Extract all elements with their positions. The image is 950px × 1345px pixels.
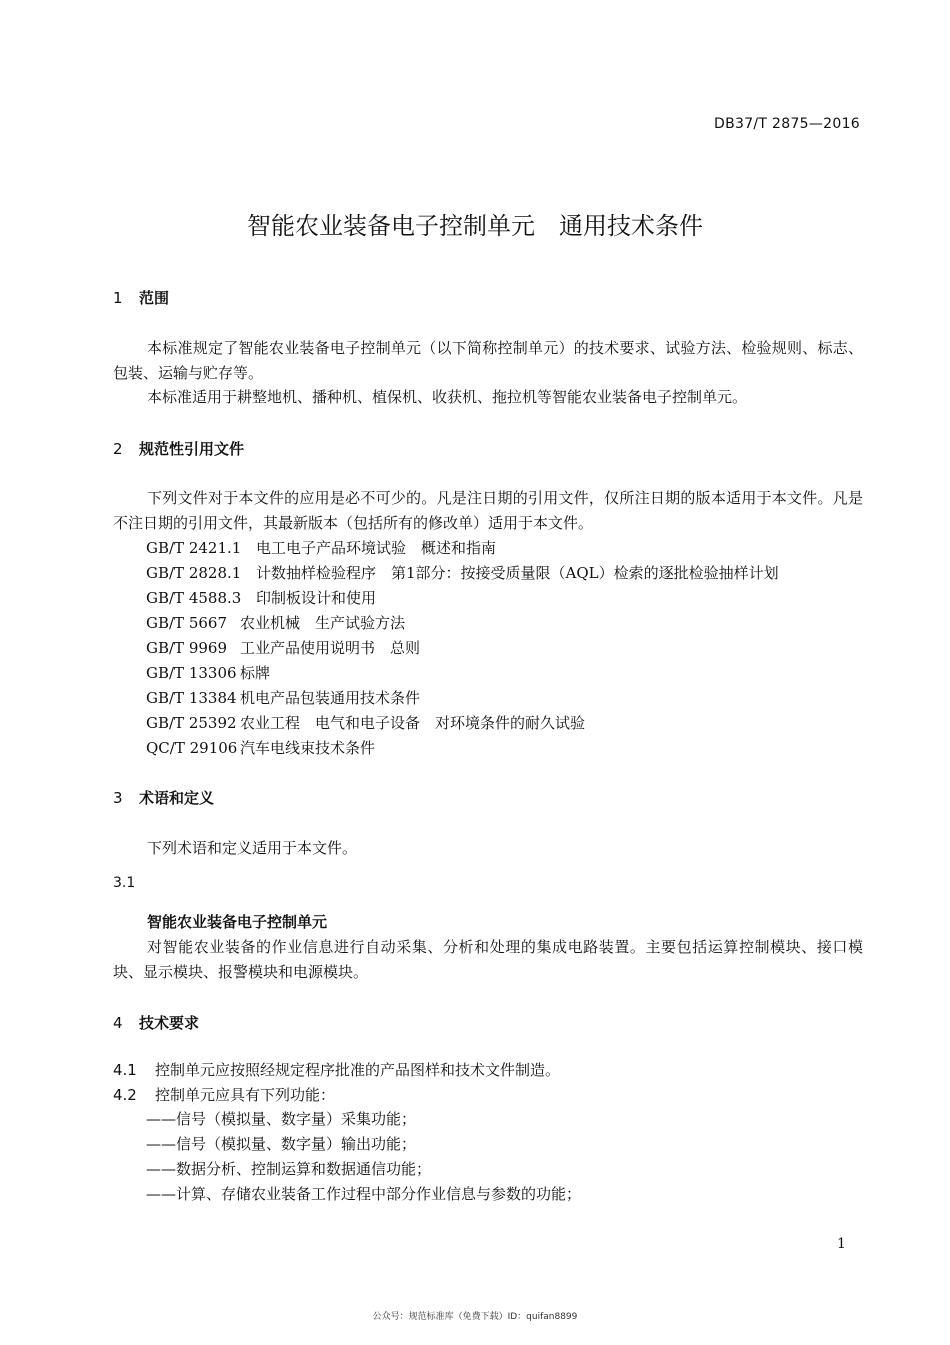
reference-item — [146, 687, 420, 708]
section-1-heading — [113, 287, 169, 308]
reference-code: GB/T 2828.1 — [146, 564, 242, 582]
function-item: ——数据分析、控制运算和数据通信功能； — [146, 1160, 432, 1178]
reference-item — [146, 612, 405, 633]
term-number: 3.1 — [113, 875, 136, 891]
clause-4-2 — [113, 1083, 335, 1108]
clause-number: 4.1 — [113, 1061, 137, 1079]
reference-code: GB/T 9969 — [146, 639, 228, 657]
reference-item — [146, 662, 270, 683]
reference-code: QC/T 29106 — [146, 739, 238, 757]
section-2-heading — [113, 438, 244, 459]
references-intro: 下列文件对于本文件的应用是必不可少的。凡是注日期的引用文件，仅所注日期的版本适用于本文件。凡是不注日期的引用文件，其最新版本（包括所有的修改单）适用于本文件。 — [113, 489, 863, 532]
reference-item — [146, 587, 376, 608]
function-item: ——信号（模拟量、数字量）输出功能； — [146, 1135, 417, 1153]
reference-title: 印制板设计和使用 — [256, 589, 377, 607]
reference-item — [146, 562, 779, 583]
clause-number: 4.2 — [113, 1086, 137, 1104]
reference-title: 工业产品使用说明书 总则 — [240, 639, 421, 657]
clause-text: 控制单元应按照经规定程序批准的产品图样和技术文件制造。 — [155, 1061, 561, 1079]
reference-title: 电工电子产品环境试验 概述和指南 — [256, 539, 497, 557]
reference-item — [146, 637, 420, 658]
page-number: 1 — [837, 1236, 846, 1252]
reference-title: 农业机械 生产试验方法 — [240, 614, 406, 632]
document-title: 智能农业装备电子控制单元 通用技术条件 — [247, 212, 703, 240]
standard-code: DB37/T 2875—2016 — [714, 116, 860, 132]
reference-code: GB/T 5667 — [146, 614, 228, 632]
footer-watermark: 公众号：规范标准库（免费下载）ID：quifan8899 — [372, 1312, 578, 1322]
reference-title: 机电产品包装通用技术条件 — [240, 689, 421, 707]
scope-paragraph-1: 本标准规定了智能农业装备电子控制单元（以下简称控制单元）的技术要求、试验方法、检验规则、标志、包装、运输与贮存等。 — [113, 339, 863, 382]
reference-title: 汽车电线束技术条件 — [240, 739, 376, 757]
reference-code: GB/T 13306 — [146, 664, 237, 682]
reference-title: 标牌 — [240, 664, 271, 682]
reference-code: GB/T 13384 — [146, 689, 237, 707]
reference-item — [146, 737, 375, 758]
reference-item — [146, 537, 496, 558]
section-title: 技术要求 — [139, 1014, 200, 1032]
clause-4-1 — [113, 1058, 560, 1083]
section-title: 规范性引用文件 — [139, 440, 245, 458]
section-3-heading — [113, 787, 214, 808]
section-number: 3 — [113, 789, 123, 807]
reference-item — [146, 712, 585, 733]
terms-intro: 下列术语和定义适用于本文件。 — [147, 839, 358, 857]
section-number: 1 — [113, 289, 123, 307]
section-4-heading — [113, 1012, 199, 1033]
function-item: ——信号（模拟量、数字量）采集功能； — [146, 1110, 417, 1128]
function-item: ——计算、存储农业装备工作过程中部分作业信息与参数的功能； — [146, 1185, 582, 1203]
reference-code: GB/T 2421.1 — [146, 539, 242, 557]
clause-text: 控制单元应具有下列功能： — [155, 1086, 336, 1104]
reference-code: GB/T 4588.3 — [146, 589, 242, 607]
reference-code: GB/T 25392 — [146, 714, 237, 732]
section-number: 2 — [113, 440, 123, 458]
scope-paragraph-2: 本标准适用于耕整地机、播种机、植保机、收获机、拖拉机等智能农业装备电子控制单元。 — [147, 388, 748, 406]
section-title: 范围 — [139, 289, 170, 307]
term-name: 智能农业装备电子控制单元 — [147, 913, 328, 931]
section-title: 术语和定义 — [139, 789, 215, 807]
reference-title: 农业工程 电气和电子设备 对环境条件的耐久试验 — [240, 714, 586, 732]
reference-title: 计数抽样检验程序 第1部分：按接受质量限（AQL）检索的逐批检验抽样计划 — [256, 564, 779, 582]
section-number: 4 — [113, 1014, 123, 1032]
term-definition: 对智能农业装备的作业信息进行自动采集、分析和处理的集成电路装置。主要包括运算控制模块、接口模块、显示模块、报警模块和电源模块。 — [113, 938, 863, 981]
